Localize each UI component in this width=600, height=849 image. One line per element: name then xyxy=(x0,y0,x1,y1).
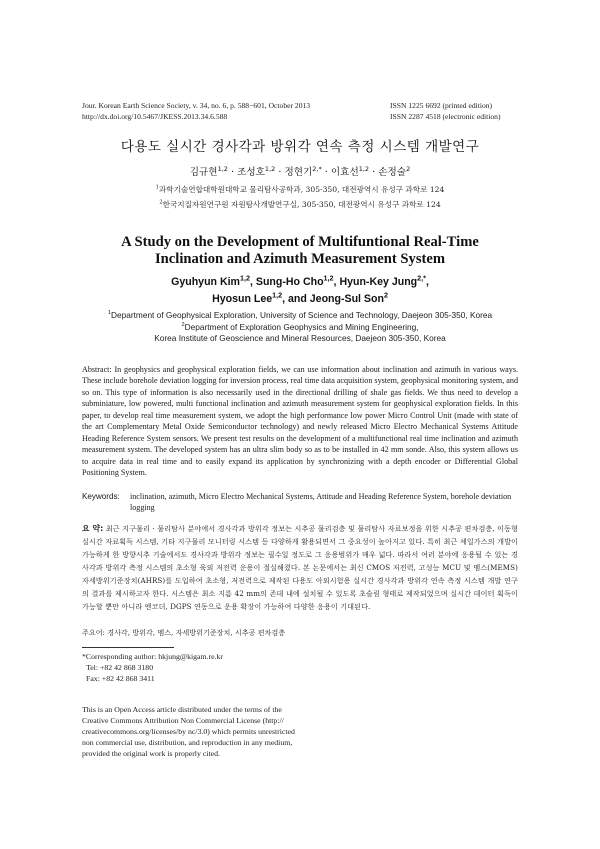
affiliation-text: 한국지질자원연구원 자원탐사개발연구실, 305-350, 대전광역시 유성구 과학로 124 xyxy=(162,200,441,209)
author-sup: 1,2 xyxy=(239,273,250,283)
english-title-line-2: Inclination and Azimuth Measurement System xyxy=(155,251,445,267)
affiliation-text: Department of Geophysical Exploration, University of Science and Technology, Daejeon 305-350, Korea xyxy=(111,310,493,320)
contact-fax: Fax: +82 42 868 3411 xyxy=(86,673,155,683)
affiliation-sup: 1 xyxy=(107,310,112,317)
affiliation-text: Korea Institute of Geoscience and Mineral Resources, Daejeon 305-350, Korea xyxy=(154,333,446,343)
korean-keywords-label: 주요어: xyxy=(82,628,105,637)
abstract-label: Abstract: xyxy=(82,365,112,374)
author-name: 김규현 xyxy=(189,167,218,178)
author-name: 정현기 xyxy=(284,167,313,178)
affiliation-line xyxy=(60,310,540,322)
author-sep: · xyxy=(275,167,285,178)
author-sup: 2 xyxy=(383,290,388,300)
author-sep: , xyxy=(425,276,429,288)
korean-affiliation-2 xyxy=(0,199,600,210)
author-sep: , xyxy=(249,276,256,288)
author-sup: 1,2 xyxy=(323,273,334,283)
affiliation-sup: 2 xyxy=(181,321,185,328)
english-authors xyxy=(60,274,540,308)
affiliation-sup: 2 xyxy=(159,199,163,206)
license-notice xyxy=(82,705,332,760)
keywords xyxy=(82,491,518,513)
english-title xyxy=(60,234,540,268)
issn-electronic: ISSN 2287 4518 (electronic edition) xyxy=(390,112,501,121)
journal-line: Jour. Korean Earth Science Society, v. 34, no. 6, p. 588−601, October 2013 xyxy=(82,101,311,110)
korean-abstract-text: 최근 지구물리 · 물리탐사 분야에서 경사각과 방위각 정보는 시추공 물리검층 및 물리탐사 자료보정을 위한 시추공 편차검층, 이동형 실시간 자료획득 시스템, 기타 지구물리 모니터링 시스템 등 다양하게 활용되면서 그 중요성이 높아지고 있다. 특히 최근 셰일가스의 개발이 가능하게 한 방향시추 기술에서도 경사각과 방위각 정보는 필수일 정도로 그 응용범위가 매우 넓다. 따라서 여러 분야에 응용될 수 있는 경사각과 방위각 측정 시스템의 초소형 육외 저전력 운용이 절실해졌다. 본 논문에서는 최신 CMOS 저전력, 고성능 MCU 및 멤스(MEMS) 자세방위기준장치(AHRS)를 도입하여 초소형, 저전력으로 제작된 다용도 아외시험용 실시간 경사각과 방위각 연속 측정 시스템 개발 연구의 결과를 제시하고자 한다. 시스템은 최소 지름 42 mm의 존데 내에 설치될 수 있도록 초슬림 형태로 제작되었으며 실시간 데이터 획득이 가능할 뿐만 아니라 엔코더, DGPS 연동으로 운용 확장이 가능하여 다양한 응용이 기대된다. xyxy=(82,524,519,611)
author-name: 조성호 xyxy=(237,167,265,178)
author-name: 손정술 xyxy=(378,167,407,178)
author-sup: 2,* xyxy=(417,273,426,283)
footnote-divider xyxy=(82,647,174,648)
corresponding-email[interactable]: *Corresponding author: hkjung@kigam.re.kr xyxy=(82,652,224,661)
author-name: Jeong-Sul Son xyxy=(309,293,384,305)
author-sep: , and xyxy=(282,293,310,305)
abstract xyxy=(82,364,518,479)
journal-citation xyxy=(82,100,310,122)
author-name: Hyosun Lee xyxy=(212,293,273,305)
korean-affiliation-1 xyxy=(0,184,600,195)
keywords-label: Keywords: xyxy=(82,492,120,501)
corresponding-author xyxy=(82,652,342,684)
korean-authors xyxy=(0,164,600,178)
affiliation-text: 과학기술연합대학원대학교 물리탐사공학과, 305-350, 대전광역시 유성구 과학로 124 xyxy=(158,185,445,194)
korean-abstract xyxy=(82,522,518,613)
english-title-line-1: A Study on the Development of Multifuntional Real-Time xyxy=(121,234,479,250)
license-line: Creative Commons Attribution Non Commercial License (http:// xyxy=(82,715,284,725)
contact-tel: Tel: +82 42 868 3180 xyxy=(86,662,154,672)
doi-line[interactable]: http://dx.doi.org/10.5467/JKESS.2013.34.6.588 xyxy=(82,112,228,121)
issn-print: ISSN 1225 6692 (printed edition) xyxy=(390,101,493,110)
abstract-text: In geophysics and geophysical exploration fields, we can use information about inclination and azimuth in various ways. These include borehole deviation logging for inversion process, real time data acquisition system, geophysical monitoring system, and so on. This type of information is also necessarily used in the directional drilling of shale gas fields. We thus need to develop a subminiature, low powered, multi functional inclination and azimuth measurement system for geophysical exploration fields. In this paper, to develop real time measurement system, we adopt the high performance low power Micro Control Unit (made with state of the art Complementary Metal Oxide Semiconductor technology) and newly released Micro Electro Mechanical Systems Attitude Heading Reference System sensors. We present test results on the development of a multifunctional real time inclination and azimuth measurement system. The developed system has an ultra slim body so as to be installed in 42 mm sonde. Also, this system allows us to acquire data in real time and to easily expand its application by synchronizing with a depth encoder or Differential Global Positioning System. xyxy=(82,365,518,478)
license-line: This is an Open Access article distributed under the terms of the xyxy=(82,705,282,714)
english-authors-line-2 xyxy=(60,291,540,308)
author-sep: · xyxy=(321,167,331,178)
author-name: Sung-Ho Cho xyxy=(255,276,324,288)
affiliation-sup: 1 xyxy=(155,184,159,191)
author-name: Gyuhyun Kim xyxy=(171,276,240,288)
english-affiliations xyxy=(60,310,540,345)
korean-title: 다용도 실시간 경사각과 방위각 연속 측정 시스템 개발연구 xyxy=(120,139,480,155)
author-name: Hyun-Key Jung xyxy=(339,276,418,288)
author-sup: 2 xyxy=(406,164,411,173)
author-sup: 1,2 xyxy=(272,290,283,300)
english-authors-line-1 xyxy=(60,274,540,291)
license-line: provided the original work is properly cited. xyxy=(82,748,220,758)
license-line[interactable]: creativecommons.org/licenses/by nc/3.0) which permits unrestricted xyxy=(82,726,295,736)
affiliation-text: Department of Exploration Geophysics and Mining Engineering, xyxy=(184,321,419,332)
author-name: 이효선 xyxy=(330,167,359,178)
korean-abstract-label: 요 약: xyxy=(82,524,104,533)
author-sep: , xyxy=(333,276,340,288)
author-sup: 2,* xyxy=(312,164,322,173)
author-sup: 1,2 xyxy=(217,164,228,173)
korean-keywords xyxy=(82,628,518,638)
affiliation-line xyxy=(60,333,540,345)
author-sup: 1,2 xyxy=(358,164,370,173)
affiliation-line xyxy=(60,322,540,334)
korean-keywords-text: 경사각, 방위각, 멤스, 자세방위기준장치, 시추공 편차검층 xyxy=(107,628,286,637)
license-line: non commercial use, distribution, and reproduction in any medium, xyxy=(82,737,293,747)
author-sup: 1,2 xyxy=(264,164,276,173)
author-sep: · xyxy=(227,167,238,178)
keywords-text: inclination, azimuth, Micro Electro Mechanical Systems, Attitude and Heading Reference System, borehole deviation logging xyxy=(130,492,512,512)
author-sep: · xyxy=(369,167,379,178)
issn-block xyxy=(390,100,501,122)
